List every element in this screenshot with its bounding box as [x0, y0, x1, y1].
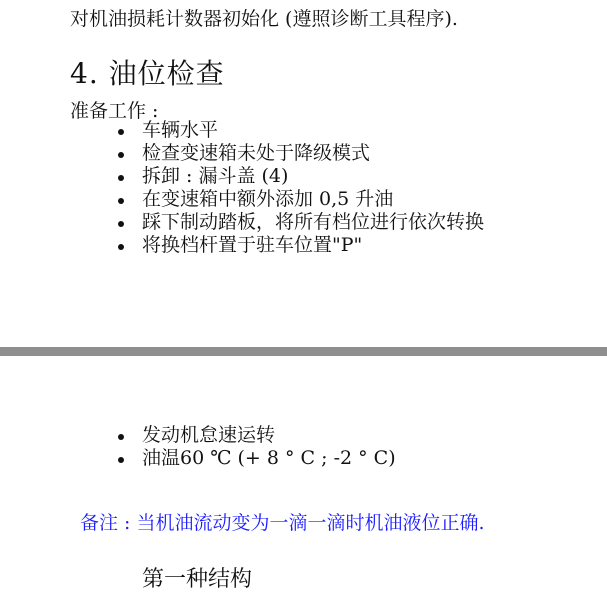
subsection-heading: 第一种结构 — [142, 567, 253, 592]
note-text: 备注 : 当机油流动变为一滴一滴时机油液位正确. — [80, 512, 485, 534]
preparation-steps-list — [112, 119, 484, 257]
list-item: 踩下制动踏板，将所有档位进行依次转换 — [112, 211, 484, 234]
list-item: 在变速箱中额外添加 0,5 升油 — [112, 188, 484, 211]
intro-paragraph: 对机油损耗计数器初始化 (遵照诊断工具程序). — [70, 8, 458, 30]
list-item: 发动机怠速运转 — [112, 424, 396, 447]
list-item: 将换档杆置于驻车位置"P" — [112, 234, 484, 257]
running-conditions-list — [112, 424, 396, 470]
list-item: 车辆水平 — [112, 119, 484, 142]
section-number: 4. — [70, 57, 99, 90]
section-title: 油位检查 — [108, 57, 225, 90]
list-item: 检查变速箱未处于降级模式 — [112, 142, 484, 165]
page-divider — [0, 347, 607, 356]
list-item: 油温60 ℃ (+ 8 ° C ; -2 ° C) — [112, 447, 396, 470]
preparation-label: 准备工作 : — [70, 100, 159, 122]
list-item: 拆卸 : 漏斗盖 (4) — [112, 165, 484, 188]
section-heading — [70, 52, 225, 92]
